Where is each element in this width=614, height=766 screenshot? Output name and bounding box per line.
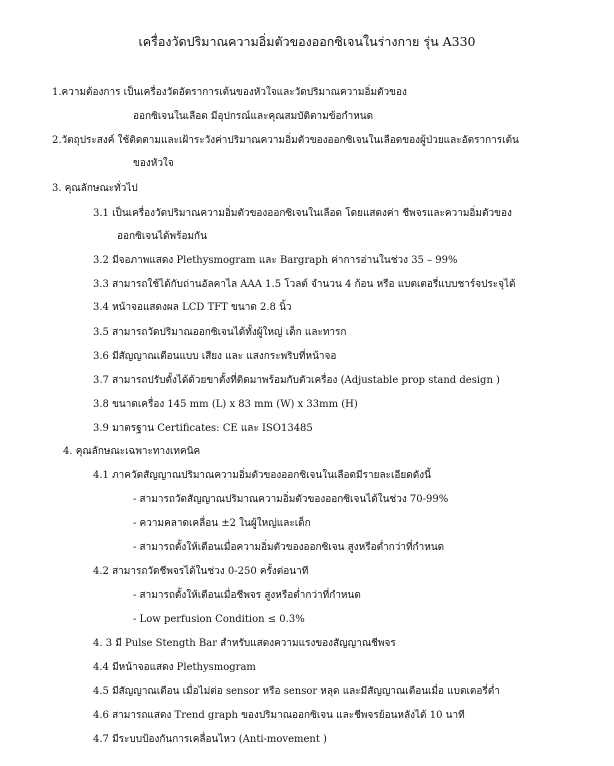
item-3-1-line-1: 3.1 เป็นเครื่องวัดปริมาณความอิ่มตัวของออกซิเจนในเลือด โดยแสดงค่า ชีพจรและความอิ่มตัวของ	[93, 208, 512, 219]
item-3-8: 3.8 ขนาดเครื่อง 145 mm (L) x 83 mm (W) x 33mm (H)	[93, 399, 358, 410]
item-4-1-bullet-2: - ความคลาดเคลื่อน ±2 ในผู้ใหญ่และเด็ก	[133, 518, 311, 529]
item-4-1: 4.1 ภาควัดสัญญาณปริมาณความอิ่มตัวของออกซิเจนในเลือดมีรายละเอียดดังนี้	[93, 470, 431, 481]
section-2-line-1: 2.วัตถุประสงค์ ใช้ติดตามและเฝ้าระวังค่าปริมาณความอิ่มตัวของออกซิเจนในเลือดของผู้ป่วยและอัตราการเต้น	[52, 135, 519, 146]
section-1-line-2: ออกซิเจนในเลือด มีอุปกรณ์และคุณสมบัติตามข้อกำหนด	[133, 111, 374, 122]
document-title: เครื่องวัดปริมาณความอิ่มตัวของออกซิเจนในร่างกาย รุ่น A330	[138, 34, 476, 49]
section-4-heading: 4. คุณลักษณะเฉพาะทางเทคนิค	[63, 446, 201, 457]
item-4-5: 4.5 มีสัญญาณเตือน เมื่อไม่ต่อ sensor หรือ sensor หลุด และมีสัญญาณเตือนเมื่อ แบตเตอรี่ต่ำ	[93, 686, 500, 697]
item-4-1-bullet-1: - สามารถวัดสัญญาณปริมาณความอิ่มตัวของออกซิเจนได้ในช่วง 70-99%	[133, 494, 449, 505]
item-4-2-bullet-2: - Low perfusion Condition ≤ 0.3%	[133, 614, 305, 625]
item-4-7: 4.7 มีระบบป้องกันการเคลื่อนไหว (Anti-movement )	[93, 734, 327, 745]
item-4-1-bullet-3: - สามารถตั้งให้เตือนเมื่อความอิ่มตัวของออกซิเจน สูงหรือต่ำกว่าที่กำหนด	[133, 542, 445, 553]
item-3-4: 3.4 หน้าจอแสดงผล LCD TFT ขนาด 2.8 นิ้ว	[93, 302, 292, 313]
section-3-heading: 3. คุณลักษณะทั่วไป	[52, 183, 138, 194]
item-3-1-line-2: ออกซิเจนได้พร้อมกัน	[117, 231, 207, 242]
item-3-5: 3.5 สามารถวัดปริมาณออกซิเจนได้ทั้งผู้ใหญ่ เด็ก และทารก	[93, 327, 347, 338]
item-4-2-bullet-1: - สามารถตั้งให้เตือนเมื่อชีพจร สูงหรือต่ำกว่าที่กำหนด	[133, 590, 361, 601]
item-3-9: 3.9 มาตรฐาน Certificates: CE และ ISO13485	[93, 423, 313, 434]
section-1-line-1: 1.ความต้องการ เป็นเครื่องวัดอัตราการเต้นของหัวใจและวัดปริมาณความอิ่มตัวของ	[52, 87, 407, 98]
item-3-2: 3.2 มีจอภาพแสดง Plethysmogram และ Bargraph ค่าการอ่านในช่วง 35 – 99%	[93, 255, 458, 266]
item-3-7: 3.7 สามารถปรับตั้งได้ด้วยขาตั้งที่ติดมาพร้อมกับตัวเครื่อง (Adjustable prop stand design )	[93, 375, 500, 386]
section-2-line-2: ของหัวใจ	[133, 158, 174, 169]
item-4-4: 4.4 มีหน้าจอแสดง Plethysmogram	[93, 662, 256, 673]
item-3-3: 3.3 สามารถใช้ได้กับถ่านอัลคาไล AAA 1.5 โวลต์ จำนวน 4 ก้อน หรือ แบตเตอรี่แบบชาร์จประจุได้	[93, 279, 516, 290]
item-3-6: 3.6 มีสัญญาณเตือนแบบ เสียง และ แสงกระพริบที่หน้าจอ	[93, 351, 337, 362]
item-4-6: 4.6 สามารถแสดง Trend graph ของปริมาณออกซิเจน และชีพจรย้อนหลังได้ 10 นาที	[93, 710, 465, 721]
item-4-2: 4.2 สามารถวัดชีพจรได้ในช่วง 0-250 ครั้งต่อนาที	[93, 566, 309, 577]
item-4-3: 4. 3 มี Pulse Stength Bar สำหรับแสดงความแรงของสัญญาณชีพจร	[93, 638, 396, 649]
